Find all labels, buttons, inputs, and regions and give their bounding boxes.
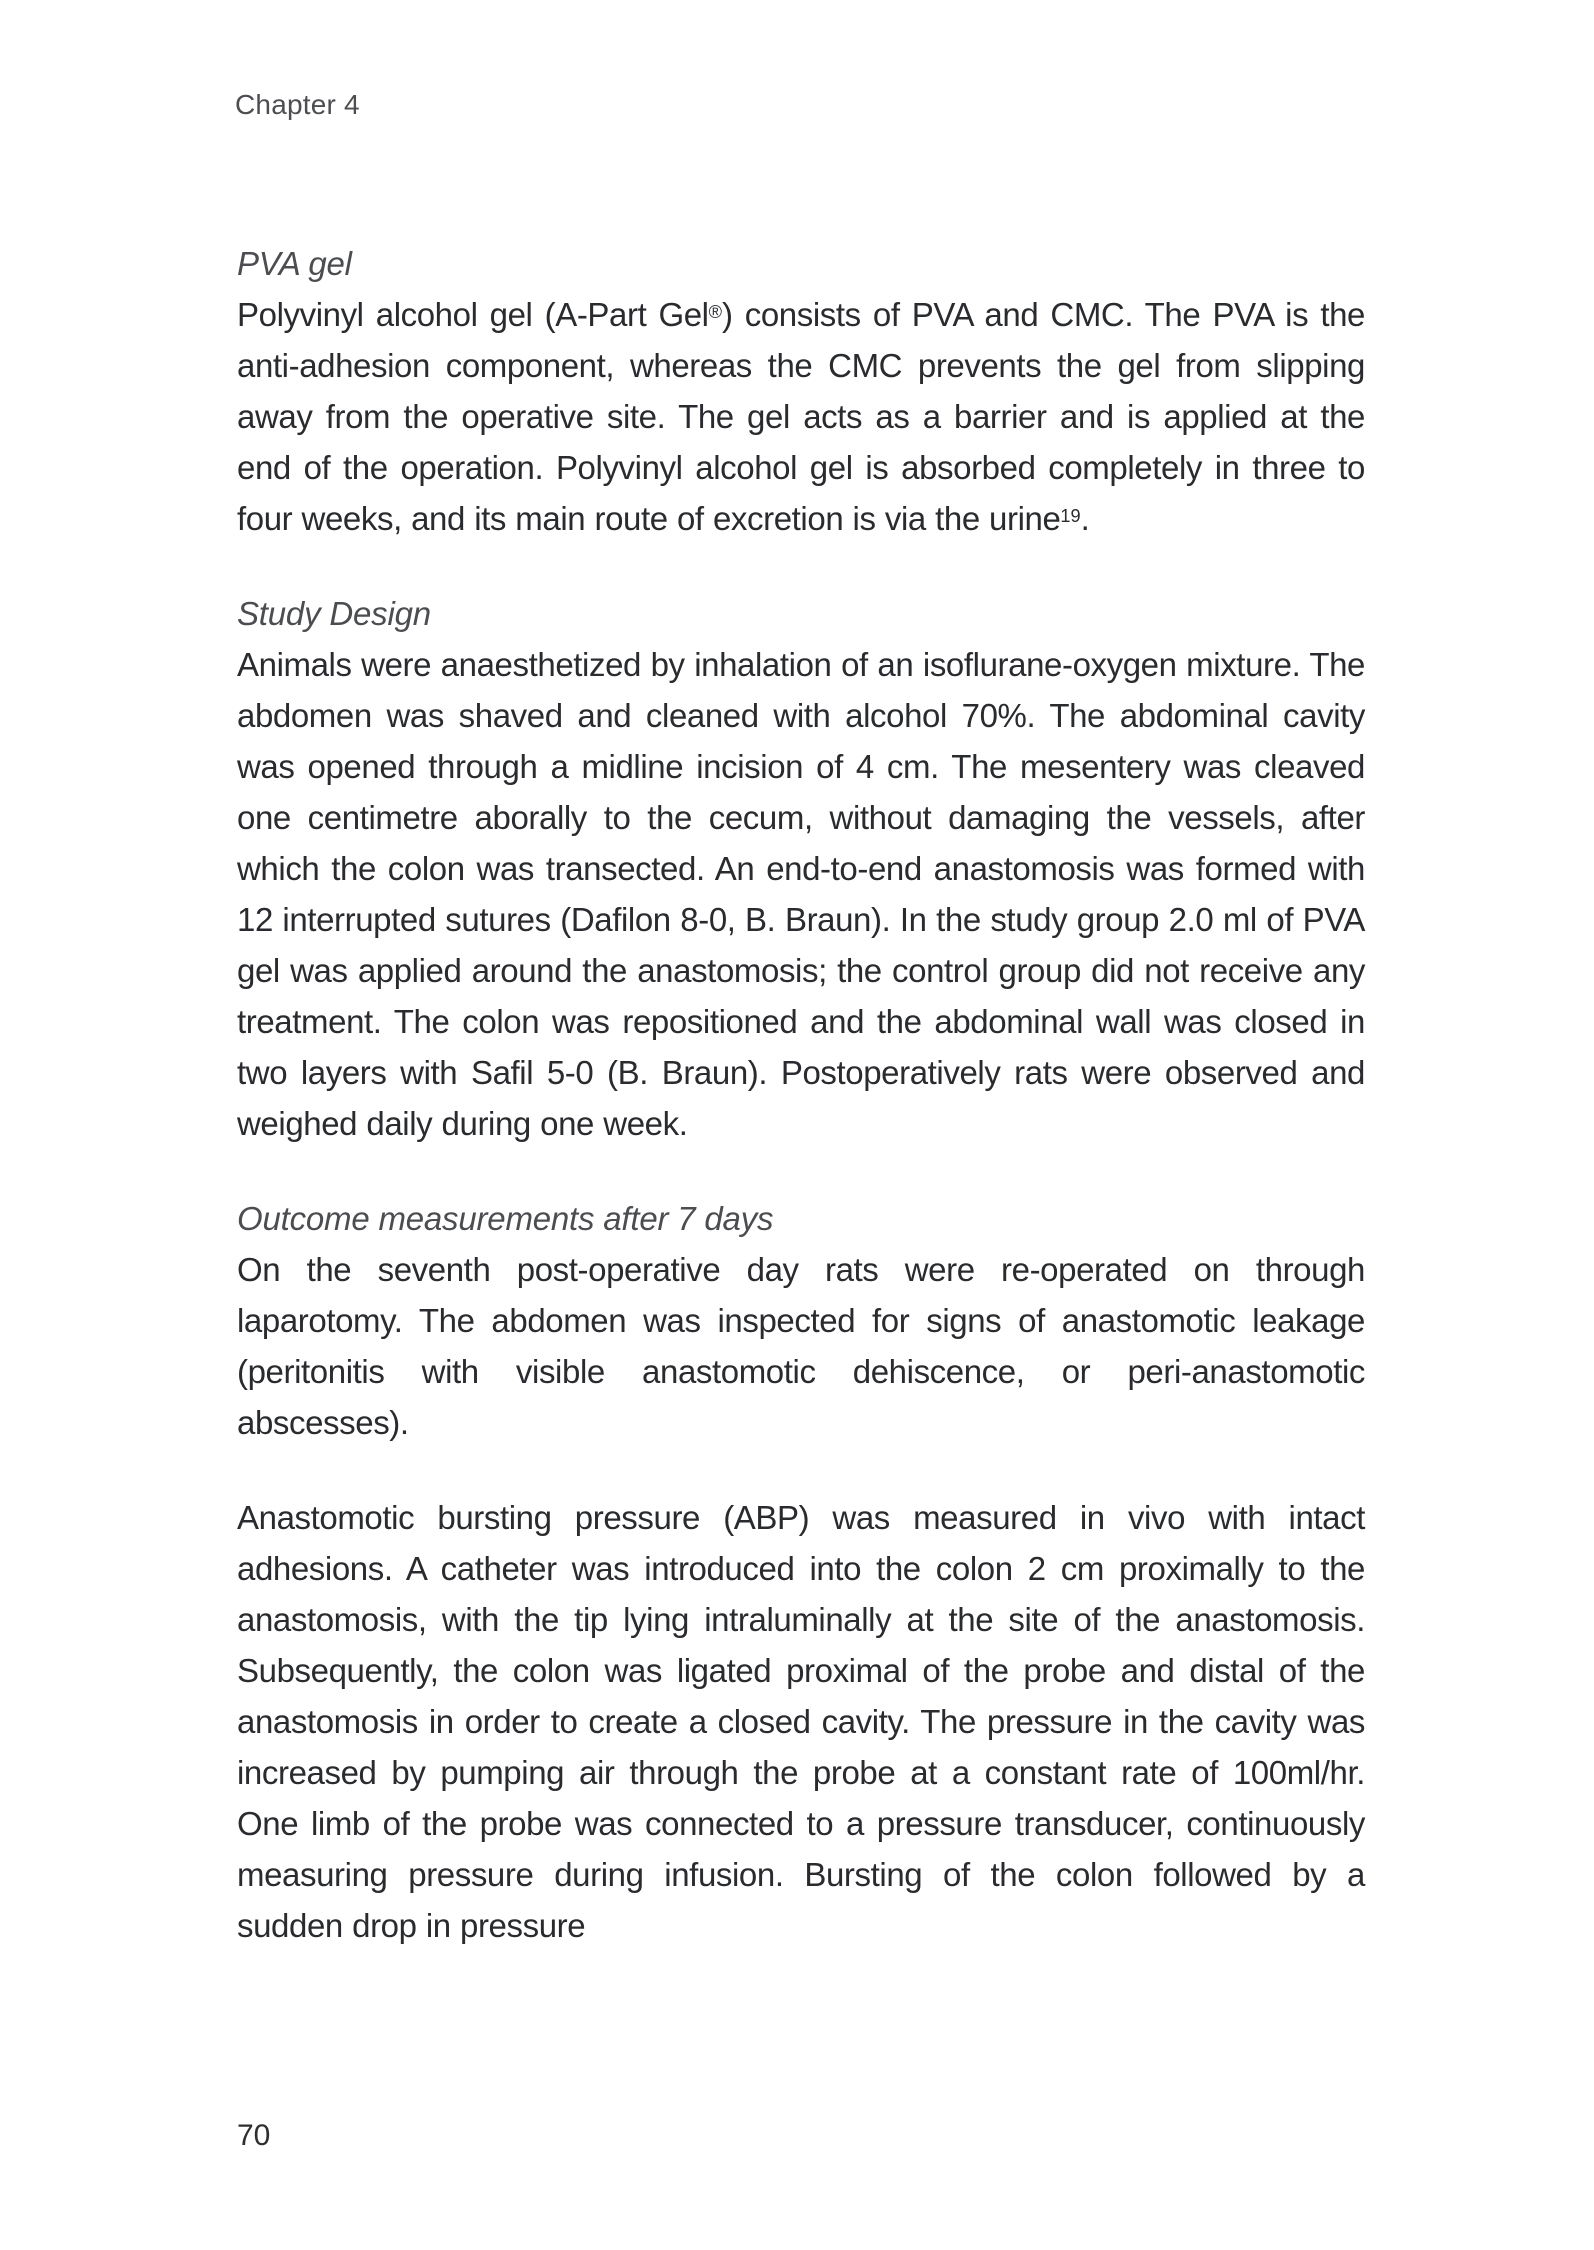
section-pva-gel (237, 238, 1365, 544)
page-number: 70 (237, 2119, 271, 2152)
section-study-design (237, 588, 1365, 1149)
section-bursting-pressure (237, 1492, 1365, 1951)
section-heading-pva-gel: PVA gel (237, 245, 352, 282)
page-content (237, 238, 1365, 1951)
paragraph-pva-gel: Polyvinyl alcohol gel (A-Part Gel®) consists of PVA and CMC. The PVA is the anti-adhesion component, whereas the CMC prevents the gel from slipping away from the operative site. The gel acts as a barrier and is applied at the end of the operation. Polyvinyl alcohol gel is absorbed completely in three to four weeks, and its main route of excretion is via the urine$^{19}$. (237, 296, 1365, 537)
chapter-running-header: Chapter 4 (235, 89, 360, 120)
paragraph-study-design: Animals were anaesthetized by inhalation of an isoflurane-oxygen mixture. The abdomen was shaved and cleaned with alcohol 70%. The abdominal cavity was opened through a midline incision of 4 cm. The mesentery was cleaved one centimetre aborally to the cecum, without damaging the vessels, after which the colon was transected. An end-to-end anastomosis was formed with 12 interrupted sutures (Dafilon 8-0, B. Braun). In the study group 2.0 ml of PVA gel was applied around the anastomosis; the control group did not receive any treatment. The colon was repositioned and the abdominal wall was closed in two layers with Safil 5-0 (B. Braun). Postoperatively rats were observed and weighed daily during one week. (237, 646, 1365, 1142)
paragraph-outcome-measurements: On the seventh post-operative day rats were re-operated on through laparotomy. The abdomen was inspected for signs of anastomotic leakage (peritonitis with visible anastomotic dehiscence, or peri-anastomotic abscesses). (237, 1251, 1365, 1441)
section-heading-outcome-measurements: Outcome measurements after 7 days (237, 1200, 774, 1237)
section-outcome-measurements (237, 1193, 1365, 1448)
section-heading-study-design: Study Design (237, 595, 431, 632)
paragraph-bursting-pressure: Anastomotic bursting pressure (ABP) was measured in vivo with intact adhesions. A catheter was introduced into the colon 2 cm proximally to the anastomosis, with the tip lying intraluminally at the site of the anastomosis. Subsequently, the colon was ligated proximal of the probe and distal of the anastomosis in order to create a closed cavity. The pressure in the cavity was increased by pumping air through the probe at a constant rate of 100ml/hr. One limb of the probe was connected to a pressure transducer, continuously measuring pressure during infusion. Bursting of the colon followed by a sudden drop in pressure (237, 1499, 1365, 1944)
